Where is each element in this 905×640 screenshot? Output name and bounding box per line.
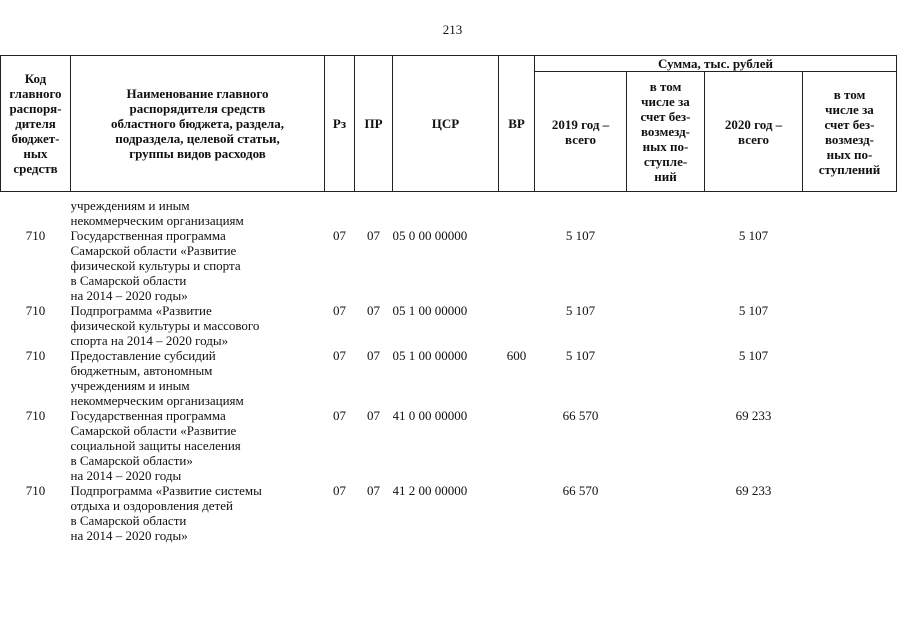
header-incl-2019-text: в том числе за счет без- возмезд- ных по- ступле- ний (640, 79, 691, 184)
table-row (1, 228, 897, 303)
table-body (1, 192, 897, 543)
cell-total-2019: 66 570 (562, 407, 599, 423)
cell-code (1, 198, 71, 228)
table-row (1, 303, 897, 348)
cell-csr: 41 0 00 00000 (392, 407, 468, 423)
cell-pr: 07 (367, 407, 380, 423)
cell-total-2019 (535, 198, 627, 228)
cell-csr: 05 1 00 00000 (392, 302, 468, 318)
cell-pr: 07 (367, 302, 380, 318)
cell-total-2020: 5 107 (738, 347, 769, 363)
header-rz: Рз (325, 56, 355, 192)
cell-total-2019: 5 107 (565, 227, 596, 243)
cell-incl-2020 (803, 303, 897, 348)
cell-csr: 41 2 00 00000 (392, 482, 468, 498)
cell-pr: 07 (367, 227, 380, 243)
cell-incl-2020 (803, 348, 897, 408)
header-total-2019-text: 2019 год – всего (551, 116, 610, 147)
cell-total-2020: 5 107 (738, 302, 769, 318)
cell-incl-2019 (627, 303, 705, 348)
table-row (1, 198, 897, 228)
cell-code: 710 (25, 302, 46, 318)
cell-vr (499, 228, 535, 303)
budget-table (0, 55, 897, 543)
cell-rz (325, 198, 355, 228)
cell-name: Подпрограмма «Развитие системы отдыха и оздоровления детей в Самарской области на 2014 – 2020 годы» (70, 482, 262, 543)
cell-incl-2019 (627, 408, 705, 483)
header-total-2020-text: 2020 год – всего (724, 116, 783, 147)
cell-vr (499, 198, 535, 228)
cell-total-2019: 5 107 (565, 347, 596, 363)
cell-vr (499, 483, 535, 543)
cell-code: 710 (25, 407, 46, 423)
cell-csr (393, 198, 499, 228)
header-incl-2019 (627, 72, 705, 192)
table-header (1, 56, 897, 192)
cell-vr (499, 303, 535, 348)
header-name (71, 56, 325, 192)
cell-total-2019: 66 570 (562, 482, 599, 498)
cell-name: учреждениям и иным некоммерческим организациям (70, 197, 244, 228)
cell-code: 710 (25, 347, 46, 363)
cell-name: Государственная программа Самарской области «Развитие социальной защиты населения в Самарской области» на 2014 – 2020 годы (70, 407, 241, 483)
cell-incl-2020 (803, 198, 897, 228)
header-code (1, 56, 71, 192)
cell-rz: 07 (333, 347, 346, 363)
cell-rz: 07 (333, 227, 346, 243)
cell-incl-2019 (627, 198, 705, 228)
cell-pr: 07 (367, 482, 380, 498)
header-sum-group: Сумма, тыс. рублей (535, 56, 897, 72)
header-name-text: Наименование главного распорядителя средств областного бюджета, раздела, подраздела, целевой статьи, группы видов расходов (111, 86, 284, 161)
cell-vr: 600 (506, 347, 527, 363)
header-total-2020 (705, 72, 803, 192)
cell-name: Государственная программа Самарской области «Развитие физической культуры и спорта в Самарской области на 2014 – 2020 годы» (70, 227, 241, 303)
header-incl-2020 (803, 72, 897, 192)
cell-total-2020: 69 233 (735, 407, 772, 423)
header-total-2019 (535, 72, 627, 192)
cell-incl-2020 (803, 408, 897, 483)
cell-incl-2019 (627, 228, 705, 303)
cell-pr (355, 198, 393, 228)
cell-csr: 05 0 00 00000 (392, 227, 468, 243)
cell-code: 710 (25, 482, 46, 498)
cell-rz: 07 (333, 407, 346, 423)
table-row (1, 408, 897, 483)
cell-name: Предоставление субсидий бюджетным, автономным учреждениям и иным некоммерческим организациям (70, 347, 244, 408)
cell-incl-2020 (803, 483, 897, 543)
table-row (1, 348, 897, 408)
header-incl-2020-text: в том числе за счет без- возмезд- ных по- ступлений (818, 86, 881, 177)
table-row (1, 483, 897, 543)
cell-total-2020: 69 233 (735, 482, 772, 498)
header-csr: ЦСР (393, 56, 499, 192)
cell-total-2019: 5 107 (565, 302, 596, 318)
cell-pr: 07 (367, 347, 380, 363)
cell-vr (499, 408, 535, 483)
header-vr: ВР (499, 56, 535, 192)
cell-code: 710 (25, 227, 46, 243)
cell-total-2020 (705, 198, 803, 228)
header-pr: ПР (355, 56, 393, 192)
cell-incl-2020 (803, 228, 897, 303)
cell-total-2020: 5 107 (738, 227, 769, 243)
cell-rz: 07 (333, 482, 346, 498)
cell-csr: 05 1 00 00000 (392, 347, 468, 363)
cell-rz: 07 (333, 302, 346, 318)
cell-incl-2019 (627, 483, 705, 543)
cell-incl-2019 (627, 348, 705, 408)
page-number: 213 (442, 22, 463, 37)
cell-name: Подпрограмма «Развитие физической культуры и массового спорта на 2014 – 2020 годы» (70, 302, 260, 348)
header-code-text: Код главного распоря- дителя бюджет- ных средств (9, 71, 62, 176)
